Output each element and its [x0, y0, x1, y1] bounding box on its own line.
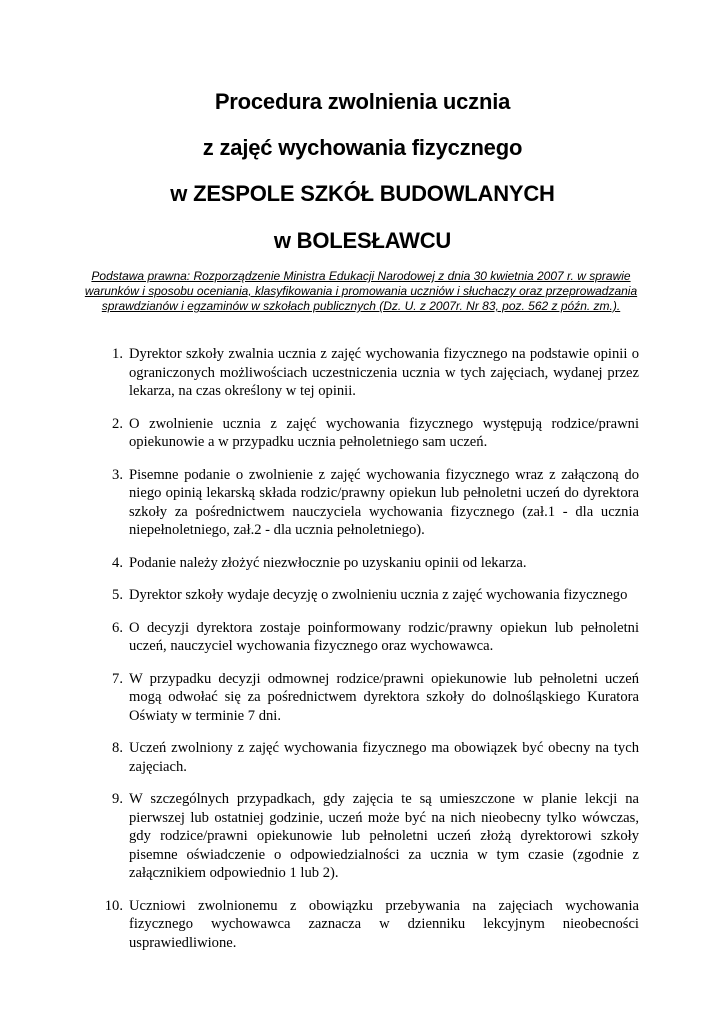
item-number: 8.	[112, 740, 123, 756]
title-line-4: w BOLESŁAWCU	[273, 228, 452, 253]
item-text: W szczególnych przypadkach, gdy zajęcia te są umieszczone w planie lekcji na pierwszej lub ostatniej godzinie, uczeń może być na nich nieobecny tylko wówczas, gdy rodzice/prawni opiekunowie lub pełnoletni uczeń złożą dyrektorowi szkoły pisemne oświadczenie o odpowiedzialności za ucznia w tym czasie (zgodnie z załącznikiem odpowiednio 1 lub 2).	[129, 791, 639, 881]
item-text: Pisemne podanie o zwolnienie z zajęć wychowania fizycznego wraz z załączoną do niego opinią lekarską składa rodzic/prawny opiekun lub pełnoletni uczeń do dyrektora szkoły za pośrednictwem nauczyciela wychowania fizycznego (zał.1 - dla ucznia niepełnoletniego, zał.2 - dla ucznia pełnoletniego).	[129, 466, 639, 538]
item-text: Dyrektor szkoły wydaje decyzję o zwolnieniu ucznia z zajęć wychowania fizycznego	[129, 587, 628, 603]
item-text: Dyrektor szkoły zwalnia ucznia z zajęć wychowania fizycznego na podstawie opinii o ograniczonych możliwościach uczestniczenia ucznia w tych zajęciach, wydanej przez lekarza, na czas określony w tej opinii.	[129, 346, 639, 399]
procedure-list	[0, 345, 725, 966]
item-number: 9.	[112, 791, 123, 807]
title-line-2: z zajęć wychowania fizycznego	[202, 135, 523, 160]
item-number: 7.	[112, 670, 123, 687]
list-item	[0, 345, 725, 401]
list-item	[0, 739, 725, 776]
item-number: 10.	[104, 897, 123, 914]
list-item	[0, 554, 725, 573]
item-text: Podanie należy złożyć niezwłocznie po uzyskaniu opinii od lekarza.	[129, 554, 527, 571]
item-text: Uczniowi zwolnionemu z obowiązku przebywania na zajęciach wychowania fizycznego wychowawca zaznacza w dzienniku lekcyjnym nieobecności usprawiedliwione.	[129, 897, 639, 951]
list-item	[0, 670, 725, 726]
legal-basis: Podstawa prawna: Rozporządzenie Ministra Edukacji Narodowej z dnia 30 kwietnia 2007 r. w sprawie warunków i sposobu oceniania, klasyfikowania i promowania uczniów i słuchaczy oraz przeprowadzania sprawdzianów i egzaminów w szkołach publicznych (Dz. U. z 2007r. Nr 83, poz. 562 z późn. zm.).	[84, 269, 638, 313]
item-text: O decyzji dyrektora zostaje poinformowany rodzic/prawny opiekun lub pełnoletni uczeń, nauczyciel wychowania fizycznego oraz wychowawca.	[129, 619, 639, 654]
item-number: 1.	[112, 346, 123, 362]
list-item	[0, 619, 725, 656]
item-number: 6.	[112, 619, 123, 636]
list-item	[0, 897, 725, 953]
title-line-3: w ZESPOLE SZKÓŁ BUDOWLANYCH	[170, 181, 555, 206]
list-item	[0, 466, 725, 540]
item-text: W przypadku decyzji odmownej rodzice/prawni opiekunowie lub pełnoletni uczeń mogą odwołać się za pośrednictwem dyrektora szkoły do dolnośląskiego Kuratora Oświaty w terminie 7 dni.	[129, 670, 639, 724]
list-item	[0, 790, 725, 883]
item-text: Uczeń zwolniony z zajęć wychowania fizycznego ma obowiązek być obecny na tych zajęciach.	[129, 740, 639, 775]
item-number: 2.	[112, 415, 123, 432]
list-item	[0, 586, 725, 605]
list-item	[0, 415, 725, 452]
item-number: 4.	[112, 554, 123, 571]
item-number: 5.	[112, 587, 123, 603]
item-text: O zwolnienie ucznia z zajęć wychowania fizycznego występują rodzice/prawni opiekunowie a w przypadku ucznia pełnoletniego sam uczeń.	[129, 415, 639, 450]
item-number: 3.	[112, 466, 123, 483]
title-line-1: Procedura zwolnienia ucznia	[214, 89, 511, 114]
